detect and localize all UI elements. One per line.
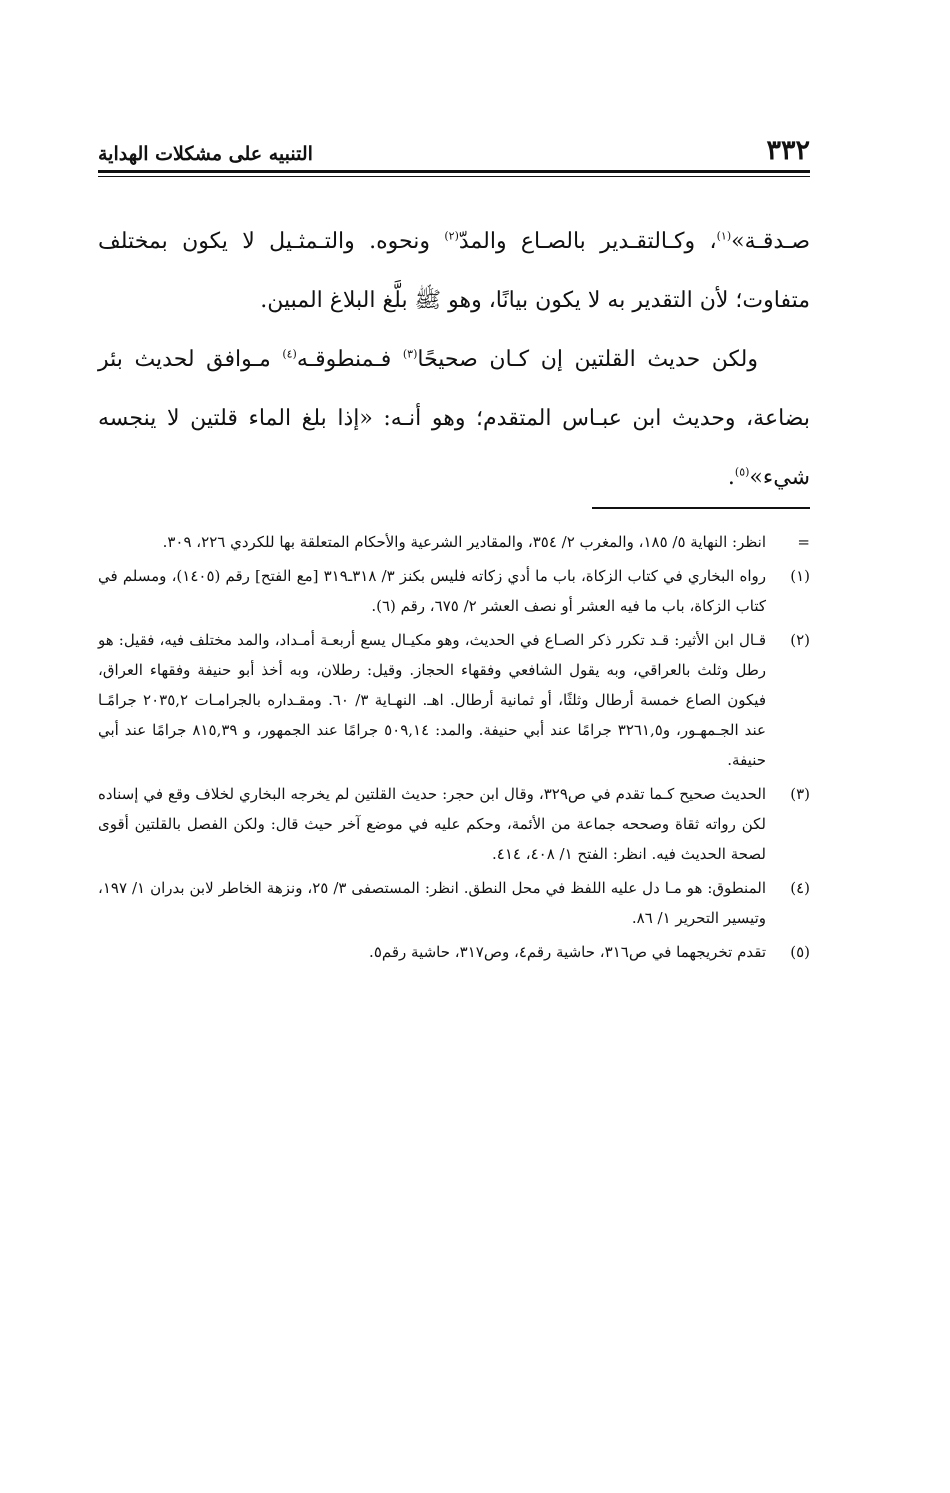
header-rule-thin <box>98 176 810 177</box>
footnote-text: رواه البخاري في كتاب الزكاة، باب ما أدي زكاته فليس بكنز ٣/ ٣١٨ـ٣١٩ [مع الفتح] رقم (١٤٠٥)، ومسلم في كتاب الزكاة، باب ما فيه العشر أو نصف العشر ٢/ ٦٧٥، رقم (٦). <box>98 567 767 615</box>
footnote-5 <box>98 937 810 967</box>
footnote-4 <box>98 873 810 933</box>
p2-text-end: . <box>727 465 735 490</box>
footnote-ref-4[interactable]: (٤) <box>282 347 297 361</box>
footnote-ref-2[interactable]: (٢) <box>444 229 459 243</box>
page-number: ٣٣٢ <box>766 135 810 166</box>
footnote-3 <box>98 779 810 869</box>
footnote-text: تقدم تخريجهما في ص٣١٦، حاشية رقم٤، وص٣١٧، حاشية رقم٥. <box>369 943 766 961</box>
footnote-mark: (٤) <box>790 879 810 897</box>
page-header <box>98 122 810 164</box>
footnote-separator <box>592 507 810 509</box>
p1-text-c: ونحوه. والتـمثـيل لا يكون بمختلف متفاوت؛ لأن التقدير به لا يكون بيانًا، وهو ﷺ بلَّغ البلاغ المبين. <box>98 229 810 313</box>
footnote-text: انظر: النهاية ٥/ ١٨٥، والمغرب ٢/ ٣٥٤، والمقادير الشرعية والأحكام المتعلقة بها للكردي ٢٢٦، ٣٠٩. <box>162 533 766 551</box>
footnote-text: قـال ابن الأثير: قـد تكرر ذكر الصـاع في الحديث، وهو مكيـال يسع أربعـة أمـداد، والمد مختلف فيه، فقيل: هو رطل وثلث بالعراقي، وبه يقول الشافعي وفقهاء الحجاز. وقيل: رطلان، وبه أخذ أبو حنيفة وفقهاء العراق، فيكون الصاع خمسة أرطال وثلثًا، أو ثمانية أرطال. اهـ. النهـاية ٣/ ٦٠. ومقـداره بالجرامـات ٢٠٣٥,٢ جرامًـا عند الجـمهـور، و٣٢٦١,٥ جرامًا عند أبي حنيفة. والمد: ٥٠٩,١٤ جرامًا عند الجمهور، و ٨١٥,٣٩ جرامًا عند أبي حنيفة. <box>98 631 766 769</box>
footnote-mark: (٥) <box>790 943 810 961</box>
p2-text-a: ولكن حديث القلتين إن كـان صحيحًا <box>417 347 758 372</box>
footnote-1 <box>98 561 810 621</box>
header-rule-thick <box>98 170 810 173</box>
footnote-ref-5[interactable]: (٥) <box>734 465 750 479</box>
p2-text-b: فـمنطوقـه <box>296 347 403 372</box>
footnote-continued <box>98 527 810 557</box>
main-text <box>98 212 810 507</box>
footnote-ref-1[interactable]: (١) <box>716 229 732 243</box>
footnote-ref-3[interactable]: (٣) <box>402 347 418 361</box>
footnote-text: المنطوق: هو مـا دل عليه اللفظ في محل النطق. انظر: المستصفى ٣/ ٢٥، ونزهة الخاطر لابن بدران ١/ ١٩٧، وتيسير التحرير ١/ ٨٦. <box>98 879 766 927</box>
p1-text-a: صـدقـة» <box>731 229 811 254</box>
paragraph-2 <box>98 330 810 507</box>
running-title: التنبيه على مشكلات الهداية <box>98 143 313 165</box>
footnotes <box>98 527 810 971</box>
footnote-mark: = <box>797 533 810 551</box>
footnote-mark: (٣) <box>790 785 810 803</box>
footnote-mark: (٢) <box>790 631 810 649</box>
p1-text-b: ، وكـالتقـدير بالصـاع والمدّ <box>458 229 717 254</box>
p2-text-c: مـوافق لحديث بئر بضاعة، وحديث ابن عبـاس المتقدم؛ وهو أنـه: «إذا بلغ الماء قلتين لا ينجسه شيء» <box>98 347 810 490</box>
footnote-mark: (١) <box>790 567 810 585</box>
paragraph-1 <box>98 212 810 330</box>
footnote-text: الحديث صحيح كـما تقدم في ص٣٢٩، وقال ابن حجر: حديث القلتين لم يخرجه البخاري لخلاف وقع في إسناده لكن رواته ثقاة وصححه جماعة من الأئمة، وحكم عليه في موضع آخر حيث قال: ولكن الفصل بالقلتين أقوى لصحة الحديث فيه. انظر: الفتح ١/ ٤٠٨، ٤١٤. <box>98 785 766 863</box>
footnote-2 <box>98 625 810 775</box>
